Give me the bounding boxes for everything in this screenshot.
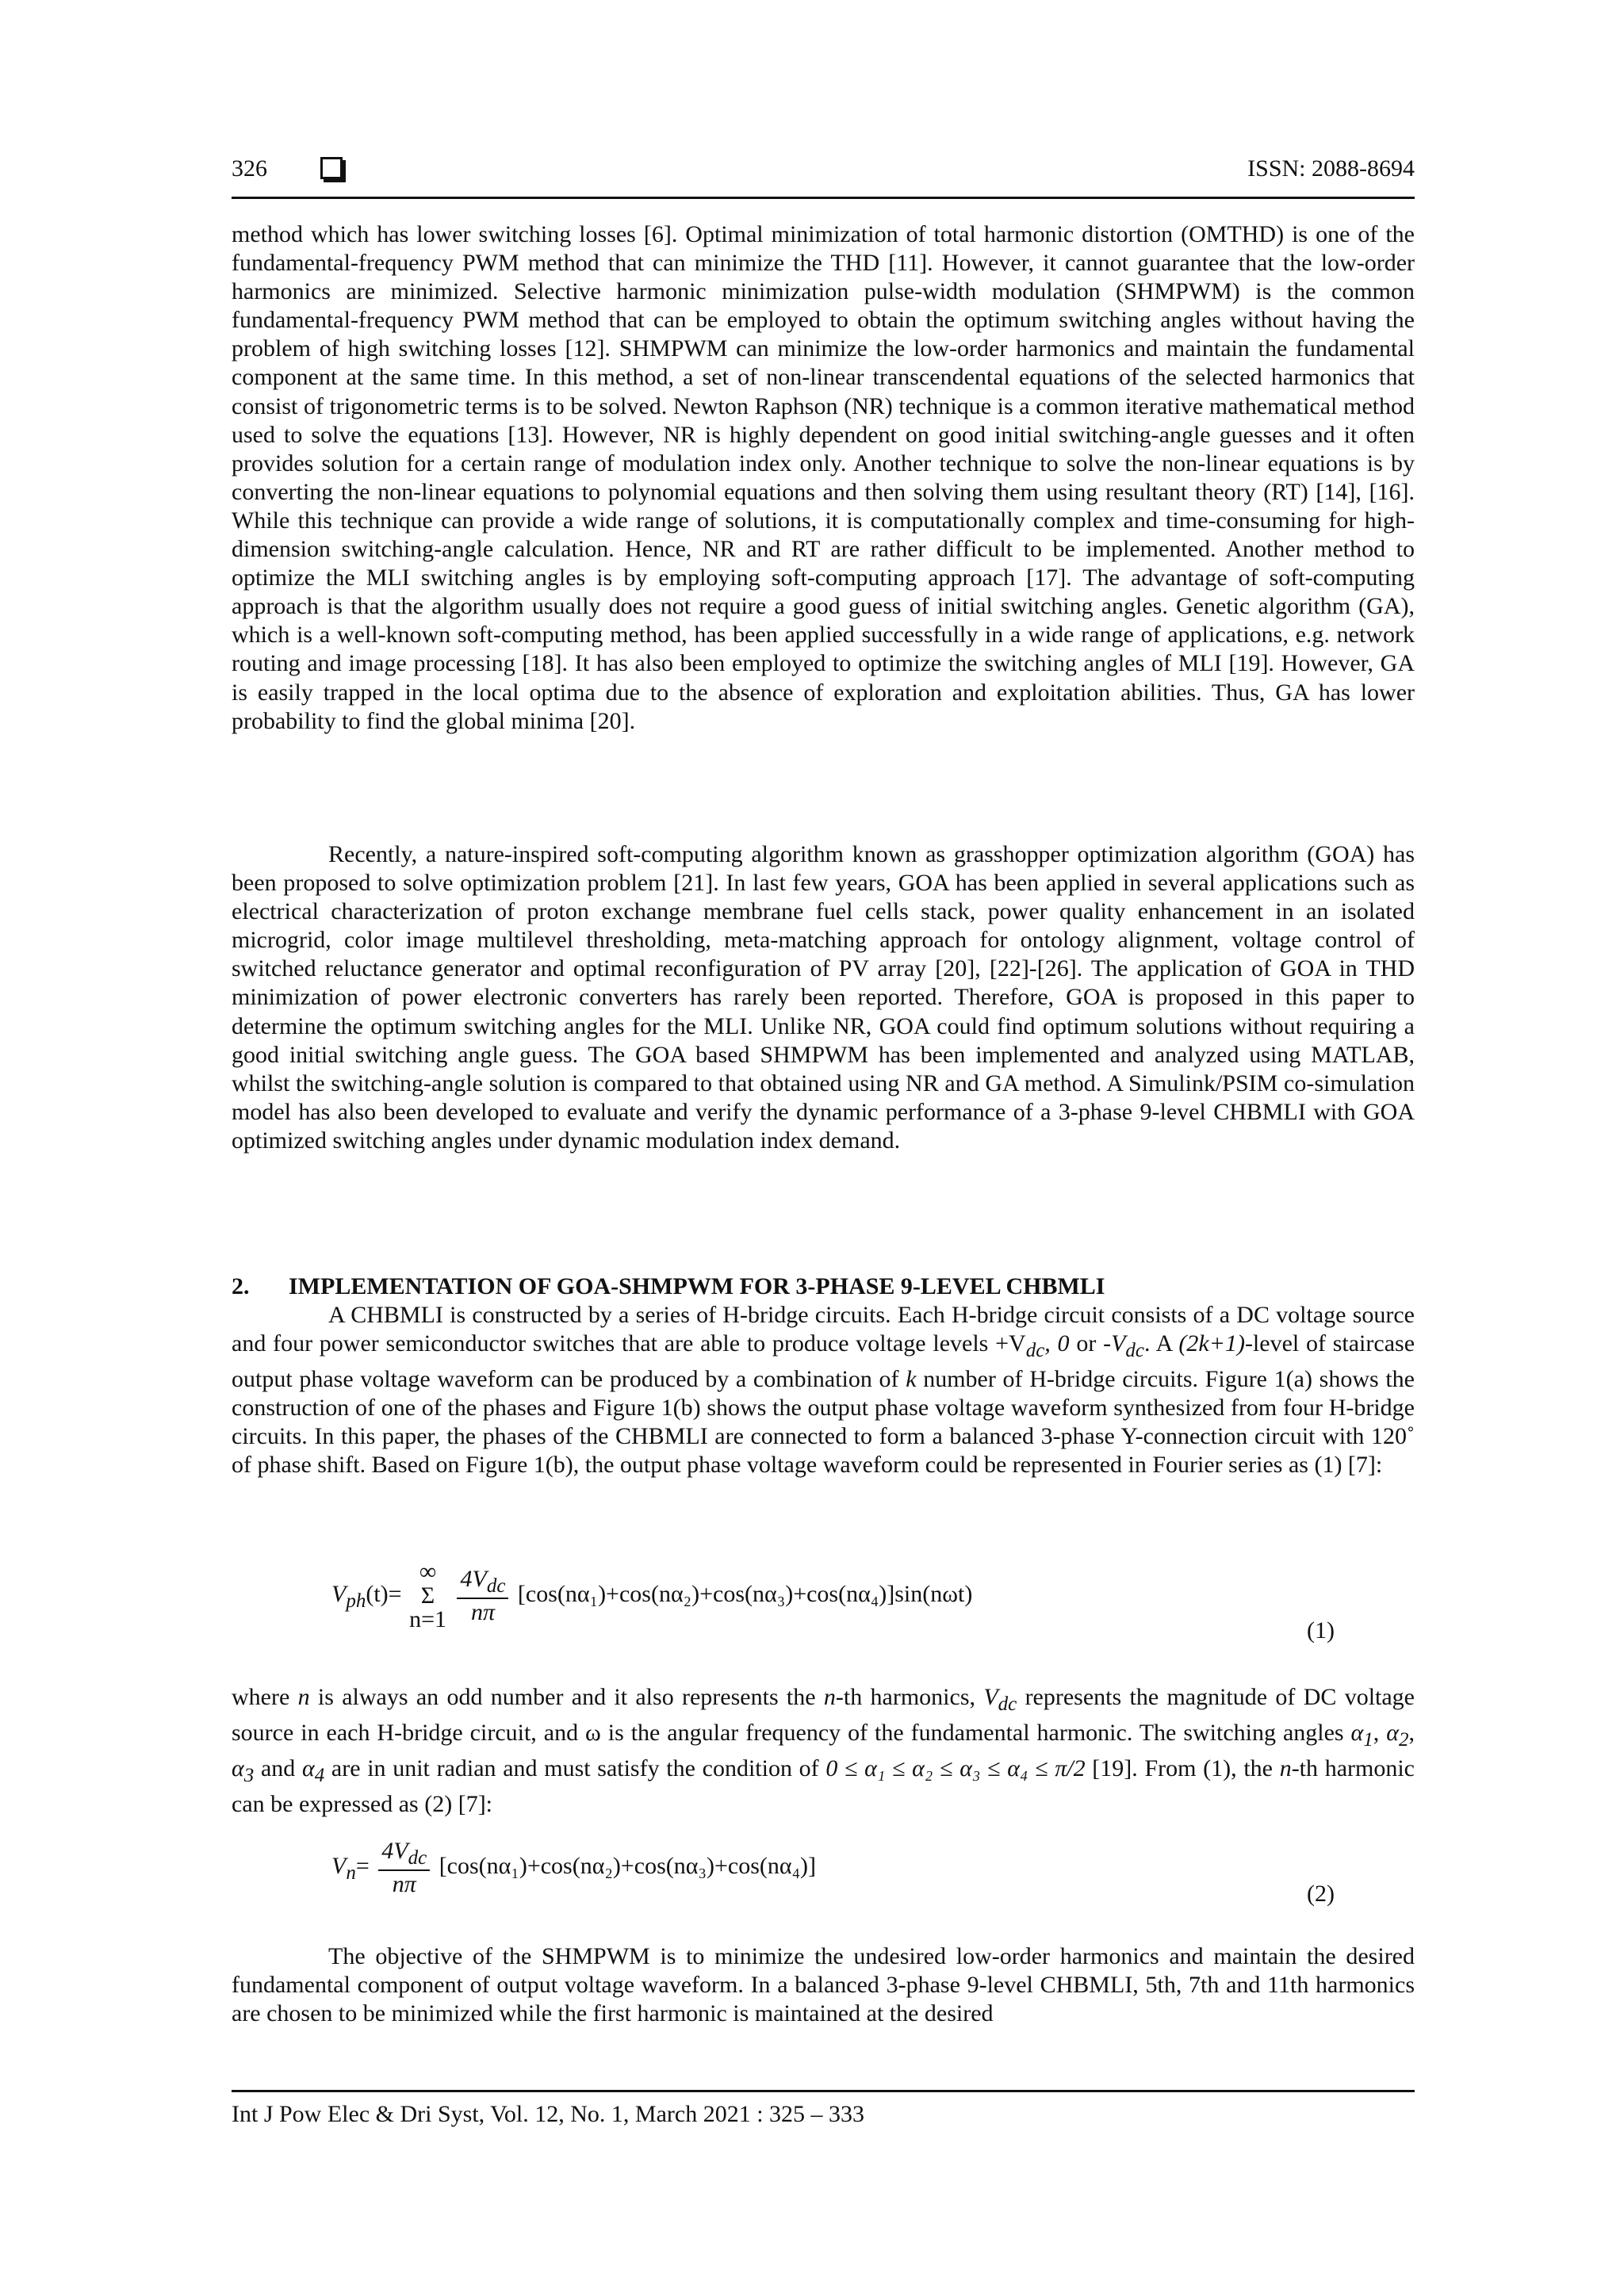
eq1-sum-symbol: Σ (420, 1582, 435, 1609)
page-header (232, 155, 1415, 190)
p3-sub-dc-1: dc (1025, 1340, 1045, 1362)
eq1-lhs-arg: (t)= (366, 1580, 402, 1607)
p4-text-c: -th harmonics, (835, 1684, 984, 1710)
paragraph-objective: The objective of the SHMPWM is to minimize the undesired low-order harmonics and maintain the desired fundamental component of output voltage waveform. In a balanced 3-phase 9-level CHBMLI, 5th, 7th and 11th harmonics are chosen to be minimized while the first harmonic is maintained at the desired (232, 1943, 1415, 2027)
p3-text-a: A CHBMLI is constructed by a series of H-bridge circuits. Each H-bridge circuit consists of a DC voltage source and four power semiconductor switches that are able to produce voltage levels +V (232, 1302, 1415, 1357)
page-number: 326 (232, 155, 267, 182)
issn: ISSN: 2088-8694 (1247, 155, 1415, 182)
eq1-summation (409, 1560, 446, 1632)
p4-alpha3: α (232, 1755, 244, 1782)
eq2-lhs: V (331, 1852, 347, 1879)
footer-rule (232, 2090, 1415, 2092)
p4-n3: n (1279, 1755, 1292, 1782)
eq2-frac-den: nπ (392, 1871, 416, 1897)
eq2-lhs-sub: n (346, 1862, 356, 1884)
eq2-fraction (378, 1838, 430, 1898)
paragraph-where (232, 1683, 1415, 1819)
eq2-equals: = (355, 1852, 370, 1879)
p4-text-d: represents the magnitude of DC voltage source in each H-bridge circuit, and ω is the angular frequency of the fundamental harmonic. The switching angles (232, 1684, 1415, 1747)
p4-sep2: , (1408, 1720, 1415, 1747)
p4-alpha1-sub: 1 (1363, 1729, 1373, 1751)
p3-text-b: . A (1144, 1330, 1179, 1357)
section-heading (232, 1273, 1105, 1300)
p4-alpha1: α (1350, 1720, 1364, 1747)
p4-text-e: are in unit radian and must satisfy the condition of (324, 1755, 826, 1782)
p4-n1: n (297, 1684, 310, 1710)
eq1-lhs: V (331, 1580, 347, 1607)
p4-text-f: [19]. From (1), the (1085, 1755, 1280, 1782)
p4-text-g: -th harmonic can be expressed as (2) [7]: (232, 1755, 1415, 1818)
eq1-frac-num: 4V (460, 1566, 487, 1592)
eq1-sum-bottom: n=1 (409, 1606, 446, 1632)
p4-alpha2-sub: 2 (1399, 1729, 1409, 1751)
eq2-body: [cos(nα₁)+cos(nα₂)+cos(nα₃)+cos(nα₄)] (439, 1852, 817, 1879)
p4-n2: n (823, 1684, 836, 1710)
equation-2 (331, 1838, 816, 1898)
eq1-frac-num-sub: dc (486, 1575, 506, 1597)
p3-sub-dc-2: dc (1125, 1340, 1145, 1362)
equation-2-label: (2) (1307, 1881, 1335, 1907)
eq1-sum-top: ∞ (419, 1559, 437, 1585)
eq1-lhs-sub: ph (346, 1590, 366, 1612)
checkbox-ornament-icon (320, 157, 343, 179)
equation-1-label: (1) (1307, 1617, 1335, 1644)
equation-1 (331, 1560, 972, 1632)
p4-text-a: where (232, 1684, 298, 1710)
p3-formula: (2k+1) (1178, 1330, 1245, 1357)
p3-text-c: -level of staircase output phase voltage waveform can be produced by a combination of (232, 1330, 1415, 1393)
p4-alpha4: α (301, 1755, 315, 1782)
p4-text-b: is always an odd number and it also represents the (309, 1684, 824, 1710)
eq2-frac-num: 4V (381, 1838, 408, 1864)
paragraph-goa: Recently, a nature-inspired soft-computing algorithm known as grasshopper optimization algorithm (GOA) has been proposed to solve optimization problem [21]. In last few years, GOA has been applied in several applications such as electrical characterization of proton exchange membrane fuel cells stack, power quality enhancement in an isolated microgrid, color image multilevel thresholding, meta-matching approach for ontology alignment, voltage control of switched reluctance generator and optimal reconfiguration of PV array [20], [22]-[26]. The application of GOA in THD minimization of power electronic converters has rarely been reported. Therefore, GOA is proposed in this paper to determine the optimum switching angles for the MLI. Unlike NR, GOA could find optimum solutions without requiring a good initial switching angle guess. The GOA based SHMPWM has been implemented and analyzed using MATLAB, whilst the switching-angle solution is compared to that obtained using NR and GA method. A Simulink/PSIM co-simulation model has also been developed to evaluate and verify the dynamic performance of a 3-phase 9-level CHBMLI with GOA optimized switching angles under dynamic modulation index demand. (232, 841, 1415, 1154)
eq1-body: [cos(nα₁)+cos(nα₂)+cos(nα₃)+cos(nα₄)]sin(nωt) (517, 1580, 973, 1607)
p4-alpha4-sub: 4 (314, 1765, 325, 1787)
header-rule (232, 197, 1415, 199)
p4-sep1: , (1373, 1720, 1387, 1747)
p4-alpha3-sub: 3 (243, 1765, 255, 1787)
section-title: IMPLEMENTATION OF GOA-SHMPWM FOR 3-PHASE 9-LEVEL CHBMLI (289, 1273, 1105, 1299)
p3-neg-v: -V (1103, 1330, 1126, 1357)
section-number: 2. (232, 1273, 250, 1299)
eq2-frac-num-sub: dc (408, 1847, 427, 1869)
p4-vdc: V (983, 1684, 998, 1710)
p4-condition: 0 ≤ α₁ ≤ α₂ ≤ α₃ ≤ α₄ ≤ π/2 (825, 1755, 1086, 1782)
p3-k: k (906, 1366, 917, 1393)
eq1-fraction (457, 1566, 508, 1626)
eq1-frac-den: nπ (470, 1599, 495, 1625)
footer-citation: Int J Pow Elec & Dri Syst, Vol. 12, No. 1, March 2021 : 325 – 333 (232, 2101, 865, 2127)
p4-alpha2: α (1386, 1720, 1399, 1747)
paragraph-intro-continued: method which has lower switching losses [6]. Optimal minimization of total harmonic distortion (OMTHD) is one of the fundamental-frequency PWM method that can minimize the THD [11]. However, it cannot guarantee that the low-order harmonics are minimized. Selective harmonic minimization pulse-width modulation (SHMPWM) is the common fundamental-frequency PWM method that can be employed to obtain the optimum switching angles without having the problem of high switching losses [12]. SHMPWM can minimize the low-order harmonics and maintain the fundamental component at the same time. In this method, a set of non-linear transcendental equations of the selected harmonics that consist of trigonometric terms is to be solved. Newton Raphson (NR) technique is a common iterative mathematical method used to solve the equations [13]. However, NR is highly dependent on good initial switching-angle guesses and it often provides solution for a certain range of modulation index only. Another technique to solve the non-linear equations is by converting the non-linear equations to polynomial equations and then solving them using resultant theory (RT) [14], [16]. While this technique can provide a wide range of solutions, it is computationally complex and time-consuming for high-dimension switching-angle calculation. Hence, NR and RT are rather difficult to be implemented. Another method to optimize the MLI switching angles is by employing soft-computing approach [17]. The advantage of soft-computing approach is that the algorithm usually does not require a good guess of initial switching angles. Genetic algorithm (GA), which is a well-known soft-computing method, has been applied successfully in a wide range of applications, e.g. network routing and image processing [18]. It has also been employed to optimize the switching angles of MLI [19]. However, GA is easily trapped in the local optima due to the absence of exploration and exploitation abilities. Thus, GA has lower probability to find the global minima [20]. (232, 221, 1415, 734)
p3-or: or (1069, 1330, 1104, 1357)
p3-zero: , 0 (1044, 1330, 1070, 1357)
p3-text-d: number of H-bridge circuits. Figure 1(a) shows the construction of one of the phases and Figure 1(b) shows the output phase voltage waveform synthesized from four H-bridge circuits. In this paper, the phases of the CHBMLI are connected to form a balanced 3-phase Y-connection circuit with 120˚ of phase shift. Based on Figure 1(b), the output phase voltage waveform could be represented in Fourier series as (1) [7]: (232, 1366, 1415, 1479)
paragraph-chbmli (232, 1301, 1415, 1480)
p4-vdc-sub: dc (998, 1693, 1017, 1715)
p4-and: and (254, 1755, 302, 1782)
